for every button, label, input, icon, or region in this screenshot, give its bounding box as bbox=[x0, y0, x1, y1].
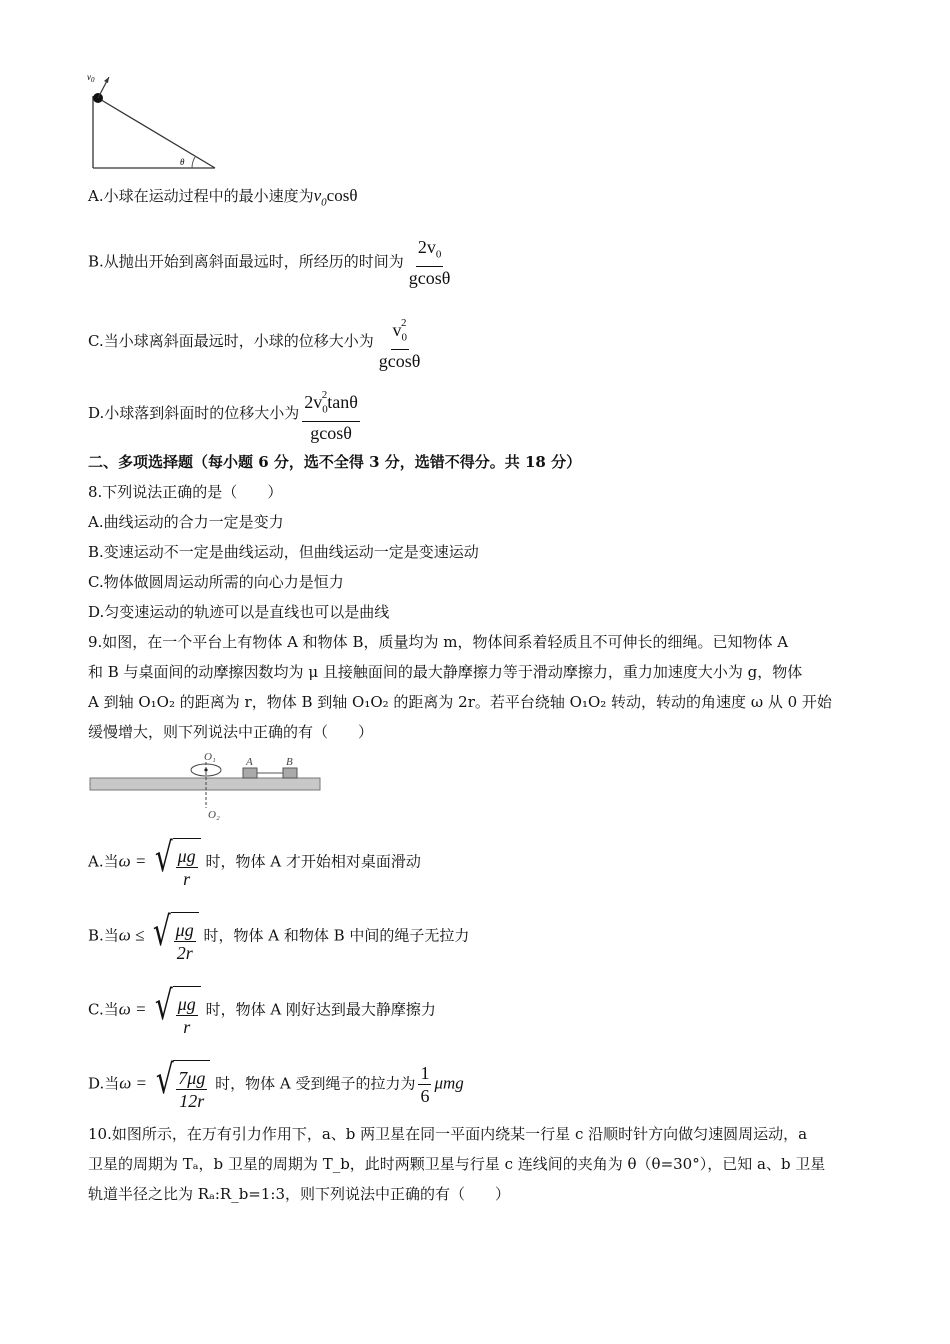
q8-option-b: B.变速运动不一定是曲线运动，但曲线运动一定是变速运动 bbox=[88, 543, 479, 561]
label-a: A bbox=[246, 756, 253, 768]
q7-b-fraction: $\frac{2v_0}{gcos\theta}$ bbox=[408, 237, 451, 288]
q9-stem-line3: A 到轴 O₁O₂ 的距离为 r，物体 B 到轴 O₁O₂ 的距离为 2r。若平台绕轴 O₁O₂ 转动，转动的角速度 ω 从 0 开始 bbox=[88, 693, 832, 711]
theta-arc bbox=[192, 157, 195, 168]
q9-stem-line2: 和 B 与桌面间的动摩擦因数均为 μ 且接触面间的最大静摩擦力等于滑动摩擦力，重力加速度大小为 g，物体 bbox=[88, 663, 803, 681]
label-b: B bbox=[286, 756, 293, 768]
q9-option-d: D.当ω = √ $\frac{7\mu g}{12r}$ 时，物体 A 受到绳子的拉力为 $\frac{1}{6}$ μmg bbox=[88, 1054, 464, 1115]
q8-stem: 8.下列说法正确的是（ ） bbox=[88, 483, 283, 501]
theta-label: θ bbox=[180, 157, 185, 167]
q9-option-b: B.当ω ≤ √ $\frac{\mu g}{2r}$ 时，物体 A 和物体 B 中间的绳子无拉力 bbox=[88, 906, 469, 967]
q7-c-fraction: $\frac{v_0^2}{gcos\theta}$ bbox=[377, 312, 423, 372]
block-b bbox=[283, 768, 297, 778]
q7-option-a: A.小球在运动过程中的最小速度为$v_0\cos\theta$ bbox=[88, 186, 358, 209]
q9-option-c: C.当ω = √ $\frac{\mu g}{r}$ 时，物体 A 刚好达到最大静摩擦力 bbox=[88, 980, 436, 1041]
incline-slope bbox=[98, 98, 215, 168]
q8-option-c: C.物体做圆周运动所需的向心力是恒力 bbox=[88, 573, 344, 591]
q9-stem-line4: 缓慢增大，则下列说法中正确的有（ ） bbox=[88, 723, 374, 741]
q9-stem-line1: 9.如图，在一个平台上有物体 A 和物体 B，质量均为 m，物体间系着轻质且不可伸长的细绳。已知物体 A bbox=[88, 633, 789, 651]
q10-stem-line2: 卫星的周期为 Tₐ，b 卫星的周期为 T_b，此时两颗卫星与行星 c 连线间的夹角为 θ（θ=30°），已知 a、b 卫星 bbox=[88, 1155, 826, 1173]
velocity-arrowhead bbox=[104, 77, 109, 83]
section-heading: 二、多项选择题（每小题 6 分，选不全得 3 分，选错不得分。共 18 分） bbox=[88, 453, 582, 471]
q7-option-c: C.当小球离斜面最远时，小球的位移大小为 $\frac{v_0^2}{gcos\theta}$ bbox=[88, 312, 425, 372]
o1-label: O₁ bbox=[204, 751, 216, 763]
axis-dot bbox=[204, 768, 207, 771]
q7-option-b: B.从抛出开始到离斜面最远时，所经历的时间为 $\frac{2v_0}{gcos\theta}$ bbox=[88, 237, 451, 288]
q10-stem-line3: 轨道半径之比为 Rₐ:R_b=1:3，则下列说法中正确的有（ ） bbox=[88, 1185, 511, 1203]
o2-label: O₂ bbox=[208, 809, 220, 821]
q7-option-d: D.小球落到斜面时的位移大小为 $\frac{2v_0^2\tan\theta}{gcos\theta}$ bbox=[88, 384, 363, 444]
q9-option-a: A.当ω = √ $\frac{\mu g}{r}$ 时，物体 A 才开始相对桌面滑动 bbox=[88, 832, 421, 893]
q10-stem-line1: 10.如图所示，在万有引力作用下，a、b 两卫星在同一平面内绕某一行星 c 沿顺时针方向做匀速圆周运动，a bbox=[88, 1125, 808, 1143]
q7-d-fraction: $\frac{2v_0^2\tan\theta}{gcos\theta}$ bbox=[302, 384, 360, 444]
block-a bbox=[243, 768, 257, 778]
platform bbox=[90, 778, 320, 790]
platform-figure bbox=[86, 744, 326, 824]
q8-option-d: D.匀变速运动的轨迹可以是直线也可以是曲线 bbox=[88, 603, 390, 621]
incline-figure bbox=[84, 68, 224, 176]
q8-option-a: A.曲线运动的合力一定是变力 bbox=[88, 513, 284, 531]
v0-label: $v_0$ bbox=[87, 72, 95, 84]
